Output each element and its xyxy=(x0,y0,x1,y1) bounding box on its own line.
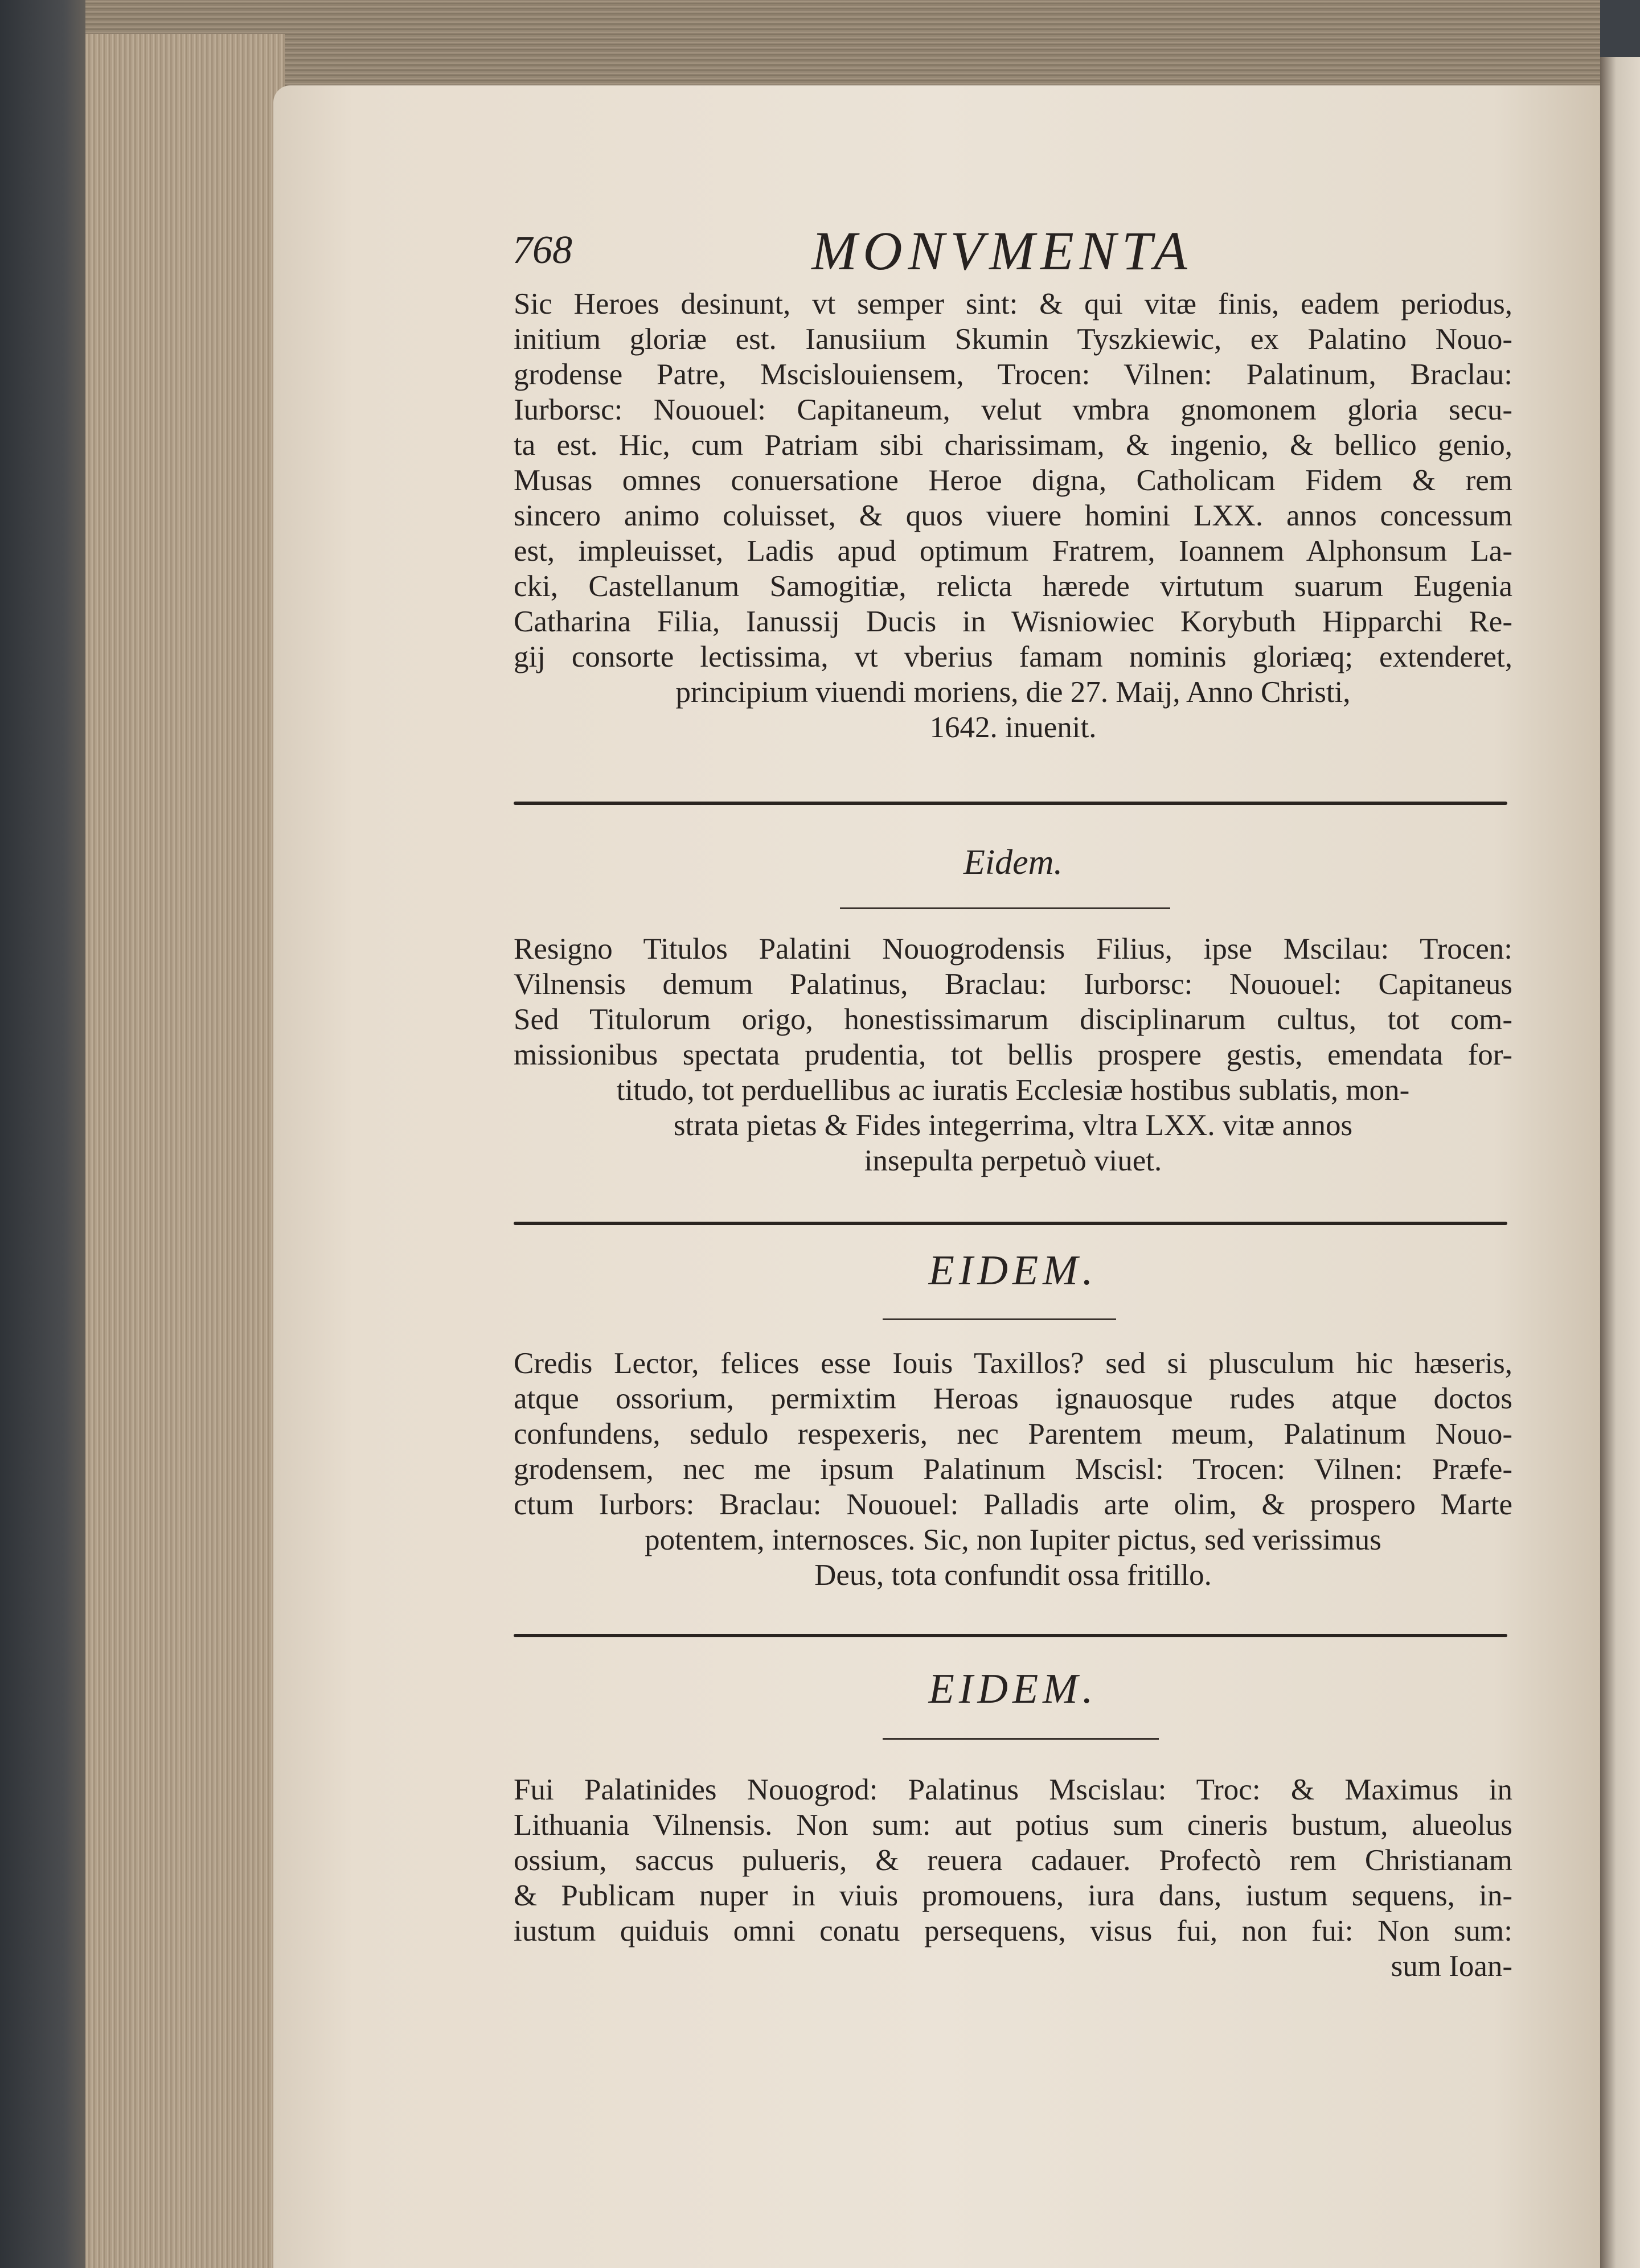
text-line: Vilnensis demum Palatinus, Braclau: Iurborsc: Nououel: Capitaneus xyxy=(514,968,1512,1001)
text-line: missionibus spectata prudentia, tot bellis prospere gestis, emendata for- xyxy=(514,1038,1512,1071)
section-heading-eidem-caps: EIDEM. xyxy=(928,1247,1098,1294)
heading-underline xyxy=(883,1738,1159,1740)
text-line: Catharina Filia, Ianussij Ducis in Wisniowiec Korybuth Hipparchi Re- xyxy=(514,605,1512,638)
text-line: strata pietas & Fides integerrima, vltra LXX. vitæ annos xyxy=(673,1109,1353,1142)
paragraph-3 xyxy=(514,1346,1512,1593)
text-line: Fui Palatinides Nouogrod: Palatinus Mscislau: Troc: & Maximus in xyxy=(514,1773,1512,1806)
section-divider xyxy=(514,1634,1507,1637)
text-line: 1642. inuenit. xyxy=(929,711,1097,744)
facing-page-edge xyxy=(1600,57,1640,2268)
text-line: grodensem, nec me ipsum Palatinum Mscisl: Trocen: Vilnen: Præfe- xyxy=(514,1453,1512,1486)
text-line: Credis Lector, felices esse Iouis Taxillos? sed si plusculum hic hæseris, xyxy=(514,1347,1512,1380)
text-line: Sic Heroes desinunt, vt semper sint: & qui vitæ finis, eadem periodus, xyxy=(514,287,1512,321)
text-line: confundens, sedulo respexeris, nec Parentem meum, Palatinum Nouo- xyxy=(514,1418,1512,1451)
text-line: ta est. Hic, cum Patriam sibi charissimam, & ingenio, & bellico genio, xyxy=(514,429,1512,462)
text-line: iustum quiduis omni conatu persequens, visus fui, non fui: Non sum: xyxy=(514,1914,1512,1947)
heading-underline xyxy=(883,1318,1116,1320)
text-line: sincero animo coluisset, & quos viuere homini LXX. annos concessum xyxy=(514,499,1512,532)
text-line: grodense Patre, Mscislouiensem, Trocen: Vilnen: Palatinum, Braclau: xyxy=(514,358,1512,391)
paragraph-2 xyxy=(514,931,1512,1178)
section-heading-eidem: Eidem. xyxy=(964,843,1063,882)
text-line: & Publicam nuper in viuis promouens, iura dans, iustum sequens, in- xyxy=(514,1879,1512,1912)
text-line: atque ossorium, permixtim Heroas ignauosque rudes atque doctos xyxy=(514,1382,1512,1415)
scan-background xyxy=(0,0,91,2268)
text-line: Lithuania Vilnensis. Non sum: aut potius sum cineris bustum, alueolus xyxy=(514,1809,1512,1842)
text-line: principium viuendi moriens, die 27. Maij, Anno Christi, xyxy=(675,676,1351,709)
paragraph-1 xyxy=(514,286,1512,745)
text-line: Musas omnes conuersatione Heroe digna, Catholicam Fidem & rem xyxy=(514,464,1512,497)
text-line: ctum Iurbors: Braclau: Nououel: Palladis arte olim, & prospero Marte xyxy=(514,1488,1512,1521)
text-line: sum Ioan- xyxy=(1391,1950,1512,1983)
text-line: initium gloriæ est. Ianusiium Skumin Tyszkiewic, ex Palatino Nouo- xyxy=(514,323,1512,356)
text-line: insepulta perpetuò viuet. xyxy=(864,1144,1162,1177)
text-line: cki, Castellanum Samogitiæ, relicta hærede virtutum suarum Eugenia xyxy=(514,570,1512,603)
paragraph-4 xyxy=(514,1772,1512,1984)
running-title: MONVMENTA xyxy=(811,220,1193,281)
text-line: Sed Titulorum origo, honestissimarum disciplinarum cultus, tot com- xyxy=(514,1003,1512,1036)
heading-underline xyxy=(840,907,1170,909)
section-heading-eidem-caps: EIDEM. xyxy=(928,1666,1098,1712)
text-line: est, impleuisset, Ladis apud optimum Fratrem, Ioannem Alphonsum La- xyxy=(514,535,1512,568)
section-divider xyxy=(514,1222,1507,1225)
section-divider xyxy=(514,802,1507,805)
text-line: ossium, saccus pulueris, & reuera cadauer. Profectò rem Christianam xyxy=(514,1844,1512,1877)
page-number: 768 xyxy=(512,228,572,272)
text-line: Deus, tota confundit ossa fritillo. xyxy=(814,1559,1212,1592)
text-line: titudo, tot perduellibus ac iuratis Ecclesiæ hostibus sublatis, mon- xyxy=(616,1074,1410,1107)
text-line: potentem, internosces. Sic, non Iupiter pictus, sed verissimus xyxy=(645,1523,1381,1556)
text-line: gij consorte lectissima, vt vberius famam nominis gloriæq; extenderet, xyxy=(514,640,1512,673)
book-page-edges xyxy=(85,34,285,2268)
text-line: Iurborsc: Nououel: Capitaneum, velut vmbra gnomonem gloria secu- xyxy=(514,393,1512,426)
text-line: Resigno Titulos Palatini Nouogrodensis Filius, ipse Mscilau: Trocen: xyxy=(514,932,1512,965)
